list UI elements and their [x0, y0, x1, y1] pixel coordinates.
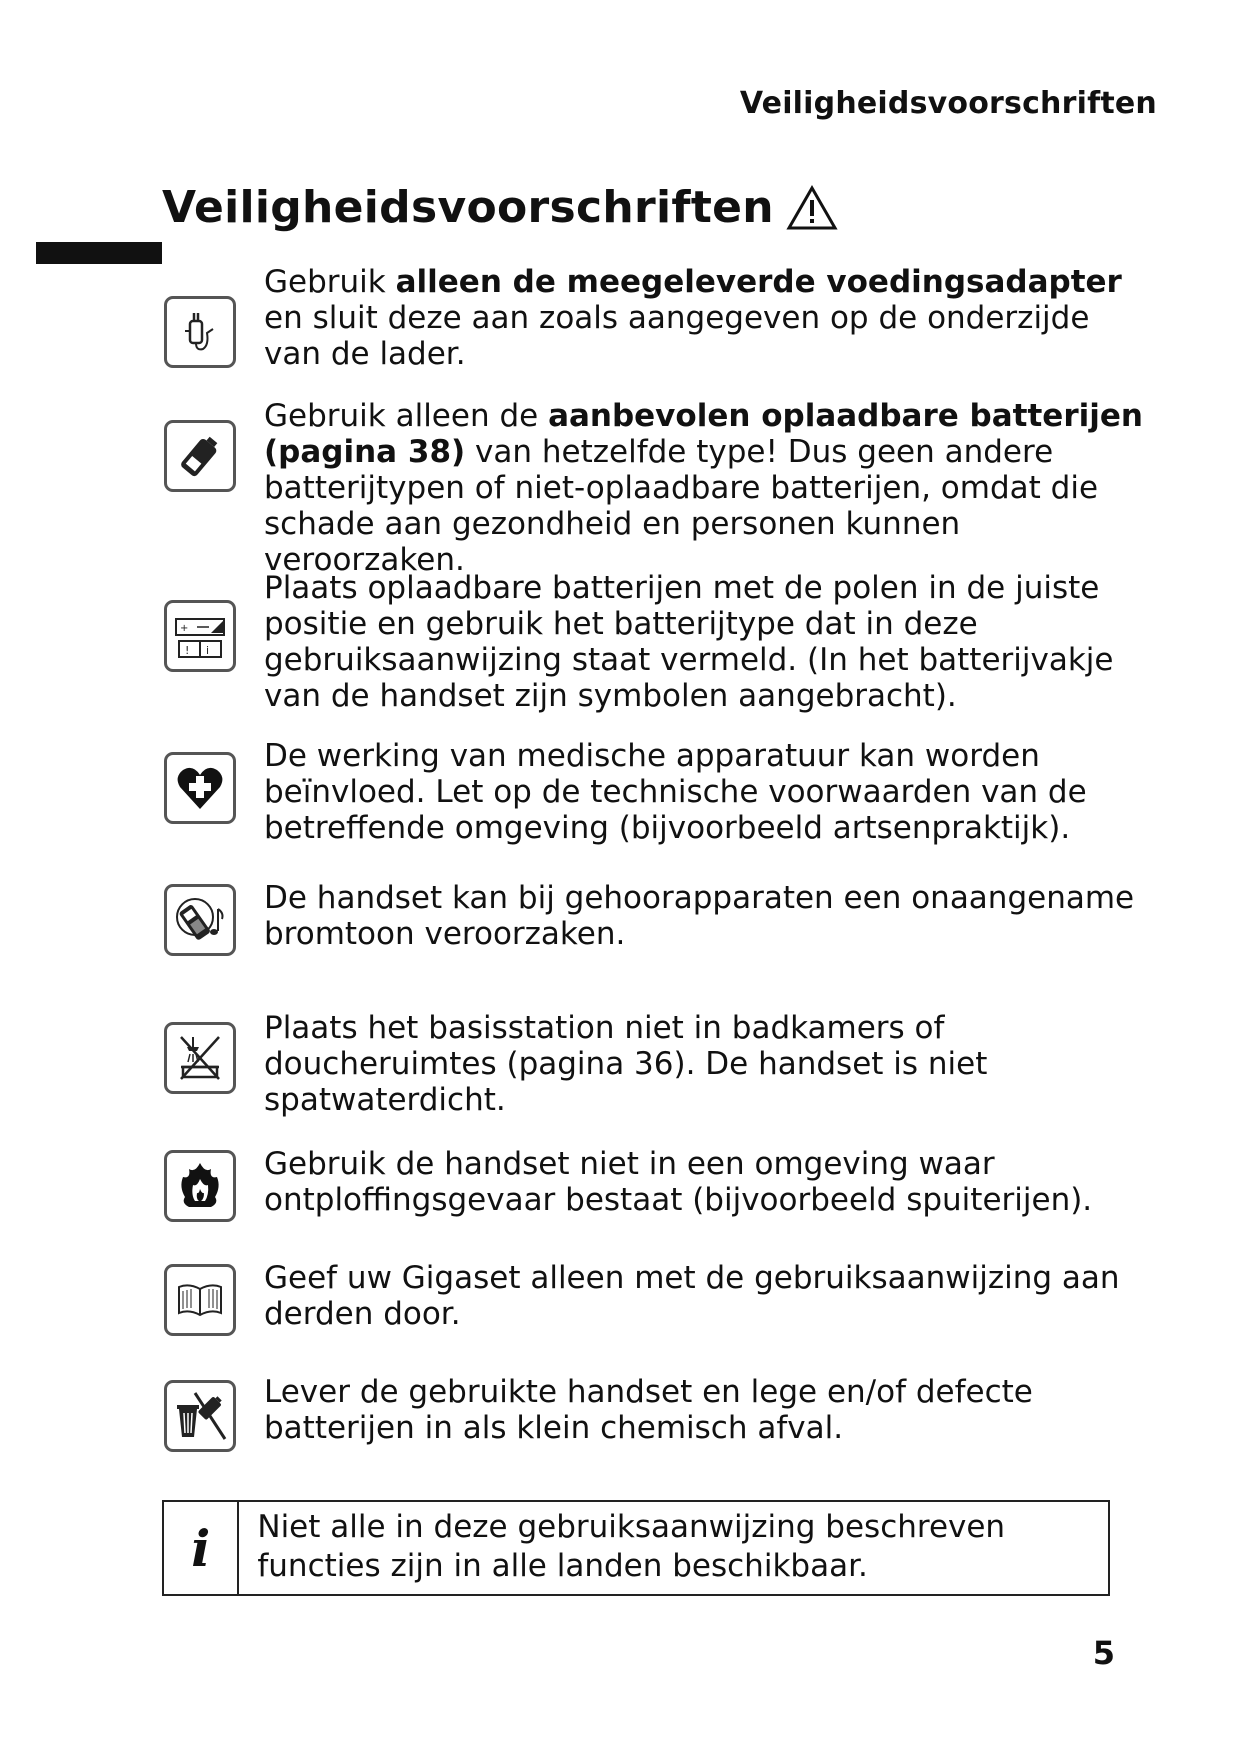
info-note [162, 1500, 1110, 1596]
safety-item-manual [164, 1260, 1124, 1336]
page-title: Veiligheidsvoorschriften [162, 182, 774, 233]
svg-text:i: i [206, 644, 210, 657]
explosion-flame-icon [164, 1150, 236, 1222]
warning-triangle-icon [786, 185, 838, 231]
safety-item-text: Gebruik alleen de meegeleverde voedingsadapter en sluit deze aan zoals aangegeven op de onderzijde van de lader. [264, 264, 1122, 372]
safety-item-chemical-waste [164, 1374, 1124, 1452]
safety-item-bathroom [164, 1010, 1124, 1118]
battery-icon [164, 420, 236, 492]
safety-item-polarity [164, 570, 1124, 714]
safety-item-text: De handset kan bij gehoorapparaten een onaangename bromtoon veroorzaken. [264, 880, 1135, 952]
safety-item-text: Plaats oplaadbare batterijen met de polen in de juiste positie en gebruik het batterijtype dat in deze gebruiksaanwijzing staat vermeld. (In het batterijvakje van de handset zijn symbolen aangebracht). [264, 570, 1114, 714]
safety-item-medical [164, 738, 1124, 846]
medical-heart-icon [164, 752, 236, 824]
safety-item-hearing-aid [164, 880, 1135, 956]
title-accent-bar [36, 242, 162, 264]
safety-item-power-adapter [164, 264, 1124, 372]
safety-item-text: Gebruik de handset niet in een omgeving waar ontploffingsgevaar bestaat (bijvoorbeeld spuiterijen). [264, 1146, 1093, 1218]
manual-book-icon [164, 1264, 236, 1336]
safety-item-explosion [164, 1146, 1124, 1222]
hearing-aid-phone-icon [164, 884, 236, 956]
power-adapter-icon [164, 296, 236, 368]
battery-polarity-icon [164, 600, 236, 672]
safety-item-text: Gebruik alleen de aanbevolen oplaadbare batterijen (pagina 38) van hetzelfde type! Dus geen andere batterijtypen of niet-oplaadbare batterijen, omdat die schade aan gezondheid en personen kunnen veroorzaken. [264, 398, 1143, 578]
page-title-row [162, 182, 838, 233]
info-icon: i [164, 1502, 239, 1594]
info-note-text: Niet alle in deze gebruiksaanwijzing beschreven functies zijn in alle landen beschikbaar. [257, 1509, 1006, 1584]
no-bathroom-icon [164, 1022, 236, 1094]
svg-text:+: + [180, 623, 189, 634]
safety-item-text: Plaats het basisstation niet in badkamers of doucheruimtes (pagina 36). De handset is niet spatwaterdicht. [264, 1010, 988, 1118]
safety-item-text: De werking van medische apparatuur kan worden beïnvloed. Let op de technische voorwaarden van de betreffende omgeving (bijvoorbeeld artsenpraktijk). [264, 738, 1087, 846]
running-head: Veiligheidsvoorschriften [739, 86, 1157, 121]
chemical-waste-icon [164, 1380, 236, 1452]
safety-item-text: Geef uw Gigaset alleen met de gebruiksaanwijzing aan derden door. [264, 1260, 1120, 1332]
safety-item-batteries [164, 398, 1143, 578]
safety-item-text: Lever de gebruikte handset en lege en/of defecte batterijen in als klein chemisch afval. [264, 1374, 1033, 1446]
page-number: 5 [1092, 1634, 1115, 1672]
svg-text:!: ! [185, 644, 190, 657]
